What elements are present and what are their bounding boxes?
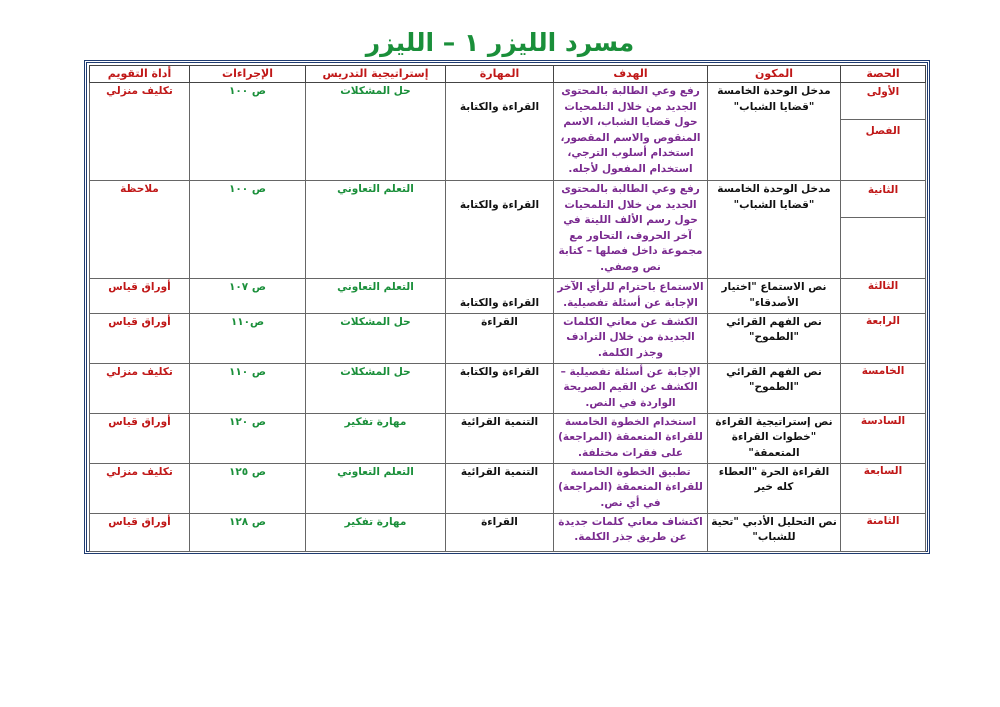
header-goal: الهدف [554,66,708,83]
component-cell: نص التحليل الأدبي "تحية للشباب" [708,513,841,551]
session-label: الثانية [841,181,925,218]
table-row [90,279,926,314]
assessment-cell: أوراق قياس [90,513,190,551]
session-cell: الثالثة [841,279,926,314]
session-cell: السادسة [841,413,926,463]
table-row [90,413,926,463]
header-skill: المهارة [446,66,554,83]
component-cell: القراءة الحرة "العطاء كله خير [708,463,841,513]
table-row [90,181,926,279]
component-cell: مدخل الوحدة الخامسة "قضايا الشباب" [708,181,841,279]
header-session: الحصة [841,66,926,83]
skill-cell: القراءة [446,313,554,363]
procedures-cell: ص ١٢٥ [190,463,306,513]
header-component: المكون [708,66,841,83]
strategy-cell: حل المشكلات [306,83,446,181]
procedures-cell: ص ١١٠ [190,363,306,413]
assessment-cell: أوراق قياس [90,279,190,314]
component-cell: نص الفهم القرائي "الطموح" [708,313,841,363]
goal-cell: استخدام الخطوة الخامسة للقراءة المتعمقة (المراجعة) على فقرات مختلفة. [554,413,708,463]
table-row [90,513,926,551]
skill-cell: التنمية القرائية [446,463,554,513]
header-assessment: أداة التقويم [90,66,190,83]
strategy-cell: حل المشكلات [306,363,446,413]
skill-cell: التنمية القرائية [446,413,554,463]
goal-cell: رفع وعي الطالبة بالمحتوى الجديد من خلال التلمحيات حول قضايا الشباب، الاسم المنقوص والاسم المقصور، استخدام أسلوب الترجي، استخدام المفعول لأجله. [554,83,708,181]
goal-cell: الكشف عن معاني الكلمات الجديدة من خلال الترادف وجذر الكلمة. [554,313,708,363]
lesson-plan-frame [84,60,930,554]
strategy-cell: مهارة تفكير [306,413,446,463]
strategy-cell: التعلم التعاوني [306,279,446,314]
procedures-cell: ص ١٠٧ [190,279,306,314]
header-procedures: الإجراءات [190,66,306,83]
component-cell: نص الفهم القرائي "الطموح" [708,363,841,413]
strategy-cell: التعلم التعاوني [306,181,446,279]
goal-cell: اكتشاف معاني كلمات جديدة عن طريق جذر الكلمة. [554,513,708,551]
table-row [90,313,926,363]
procedures-cell: ص١١٠ [190,313,306,363]
assessment-cell: تكليف منزلي [90,463,190,513]
session-cell: السابعة [841,463,926,513]
session-cell: الخامسة [841,363,926,413]
assessment-cell: تكليف منزلي [90,363,190,413]
session-cell [841,181,926,279]
strategy-cell: حل المشكلات [306,313,446,363]
procedures-cell: ص ١٢٨ [190,513,306,551]
goal-cell: تطبيق الخطوة الخامسة للقراءة المتعمقة (المراجعة) في أي نص. [554,463,708,513]
table-row [90,83,926,181]
table-row [90,363,926,413]
assessment-cell: تكليف منزلي [90,83,190,181]
skill-cell: القراءة والكتابة [446,181,554,279]
skill-cell: القراءة والكتابة [446,279,554,314]
skill-cell: القراءة والكتابة [446,363,554,413]
session-label: الأولى [841,83,925,120]
strategy-cell: مهارة تفكير [306,513,446,551]
goal-cell: الإجابة عن أسئلة تفصيلية – الكشف عن القيم الصريحة الواردة في النص. [554,363,708,413]
session-cell: الرابعة [841,313,926,363]
procedures-cell: ص ١٠٠ [190,181,306,279]
component-cell: نص إستراتيجية القراءة "خطوات القراءة المتعمقة" [708,413,841,463]
session-extra-label: الفصل [865,125,901,137]
page-title: مسرد الليزر ١ – الليزر [365,28,635,57]
session-cell: الثامنة [841,513,926,551]
assessment-cell: أوراق قياس [90,413,190,463]
component-cell: مدخل الوحدة الخامسة "قضايا الشباب" [708,83,841,181]
strategy-cell: التعلم التعاوني [306,463,446,513]
assessment-cell: أوراق قياس [90,313,190,363]
header-strategy: إستراتيجية التدريس [306,66,446,83]
goal-cell: الاستماع باحترام للرأي الآخر الإجابة عن أسئلة تفصيلية. [554,279,708,314]
procedures-cell: ص ١٠٠ [190,83,306,181]
header-row [90,66,926,83]
goal-cell: رفع وعي الطالبة بالمحتوى الجديد من خلال التلمحيات حول رسم الألف اللينة في آخر الحروف، التحاور مع مجموعة داخل فصلها – كتابة نص وصفي. [554,181,708,279]
lesson-plan-table [89,65,926,552]
table-row [90,463,926,513]
session-cell [841,83,926,181]
assessment-cell: ملاحظة [90,181,190,279]
procedures-cell: ص ١٢٠ [190,413,306,463]
component-cell: نص الاستماع "اختيار الأصدقاء" [708,279,841,314]
skill-cell: القراءة والكتابة [446,83,554,181]
skill-cell: القراءة [446,513,554,551]
